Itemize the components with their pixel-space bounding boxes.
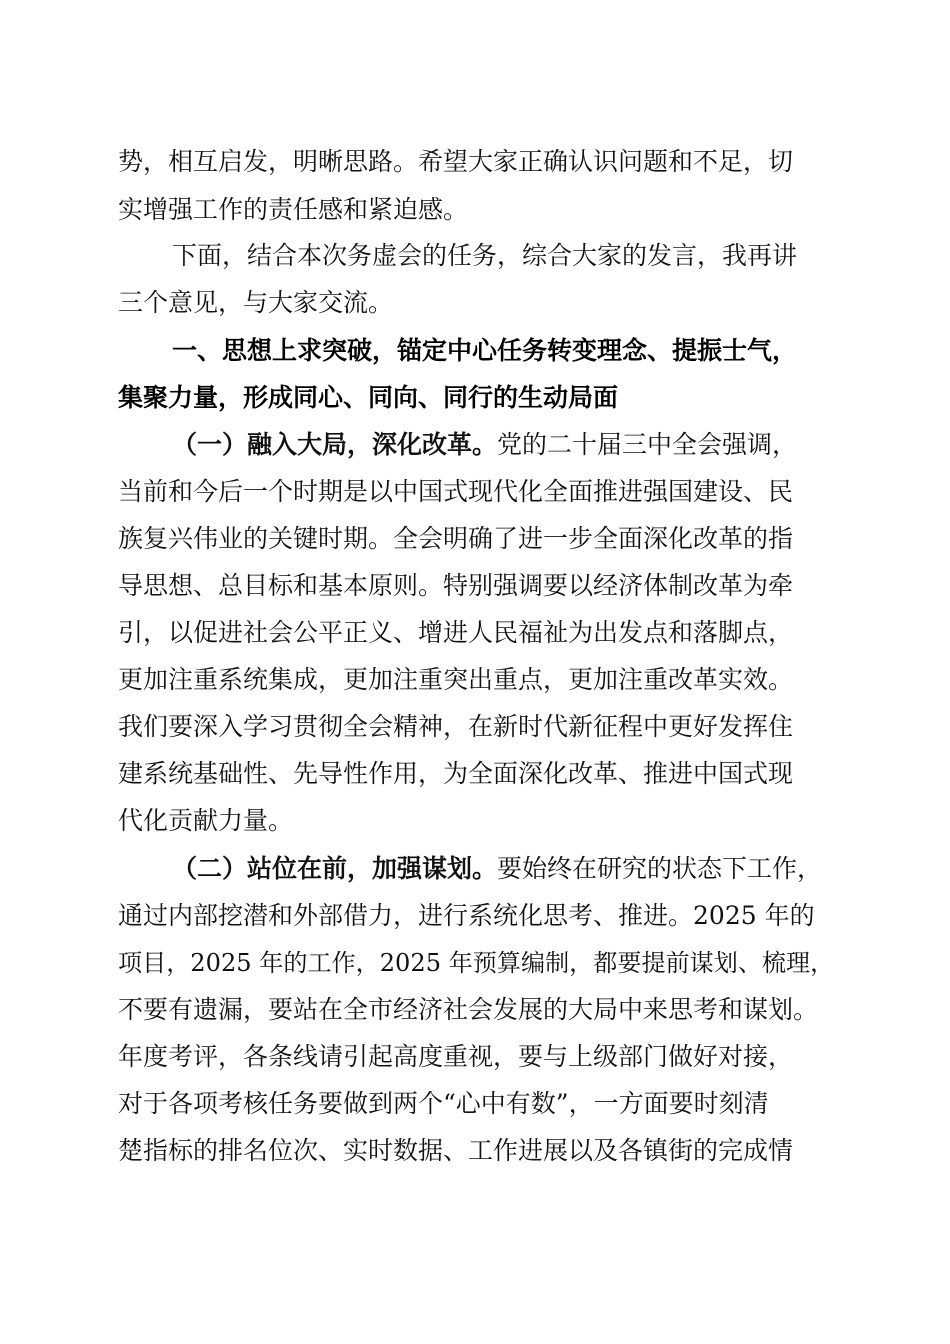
subsection-1-heading: （一）融入大局，深化改革。 [172, 430, 498, 459]
section-heading-cont: 集聚力量，形成同心、同向、同行的生动局面 [118, 383, 619, 412]
text-line: 我们要深入学习贯彻全会精神，在新时代新征程中更好发挥住 [118, 712, 794, 741]
paragraph-start: 下面，结合本次务虚会的任务，综合大家的发言，我再讲 [172, 241, 798, 270]
text-line: 不要有遗漏，要站在全市经济社会发展的大局中来思考和谋划。 [118, 995, 819, 1024]
text-line: 更加注重系统集成，更加注重突出重点，更加注重改革实效。 [118, 665, 794, 694]
section-heading: 一、思想上求突破，锚定中心任务转变理念、提振士气， [172, 336, 798, 365]
subsection-1-text: 党的二十届三中全会强调， [497, 430, 798, 459]
text-line: 实增强工作的责任感和紧迫感。 [118, 195, 469, 224]
text-line: 建系统基础性、先导性作用，为全面深化改革、推进中国式现 [118, 759, 794, 788]
text-line: 对于各项考核任务要做到两个“心中有数”，一方面要时刻清 [118, 1089, 769, 1118]
subsection-2-heading: （二）站位在前，加强谋划。 [172, 854, 498, 883]
text-line: 年度考评，各条线请引起高度重视，要与上级部门做好对接， [118, 1042, 794, 1071]
subsection-1-line [172, 429, 797, 461]
text-line: 引，以促进社会公平正义、增进人民福祉为出发点和落脚点， [118, 618, 794, 647]
text-line: 项目，2025 年的工作，2025 年预算编制，都要提前谋划、梳理， [118, 949, 835, 977]
text-line: 楚指标的排名位次、实时数据、工作进展以及各镇街的完成情 [118, 1136, 794, 1165]
text-line: 导思想、总目标和基本原则。特别强调要以经济体制改革为牵 [118, 571, 794, 600]
text-line: 势，相互启发，明晰思路。希望大家正确认识问题和不足，切 [118, 147, 794, 176]
text-line: 当前和今后一个时期是以中国式现代化全面推进强国建设、民 [118, 477, 794, 506]
text-line: 族复兴伟业的关键时期。全会明确了进一步全面深化改革的指 [118, 524, 794, 553]
text-line: 代化贡献力量。 [118, 806, 294, 835]
text-line: 通过内部挖潜和外部借力，进行系统化思考、推进。2025 年的 [118, 901, 815, 930]
text-line: 三个意见，与大家交流。 [118, 288, 394, 317]
subsection-2-text: 要始终在研究的状态下工作， [497, 854, 823, 883]
subsection-2-line [172, 853, 822, 885]
